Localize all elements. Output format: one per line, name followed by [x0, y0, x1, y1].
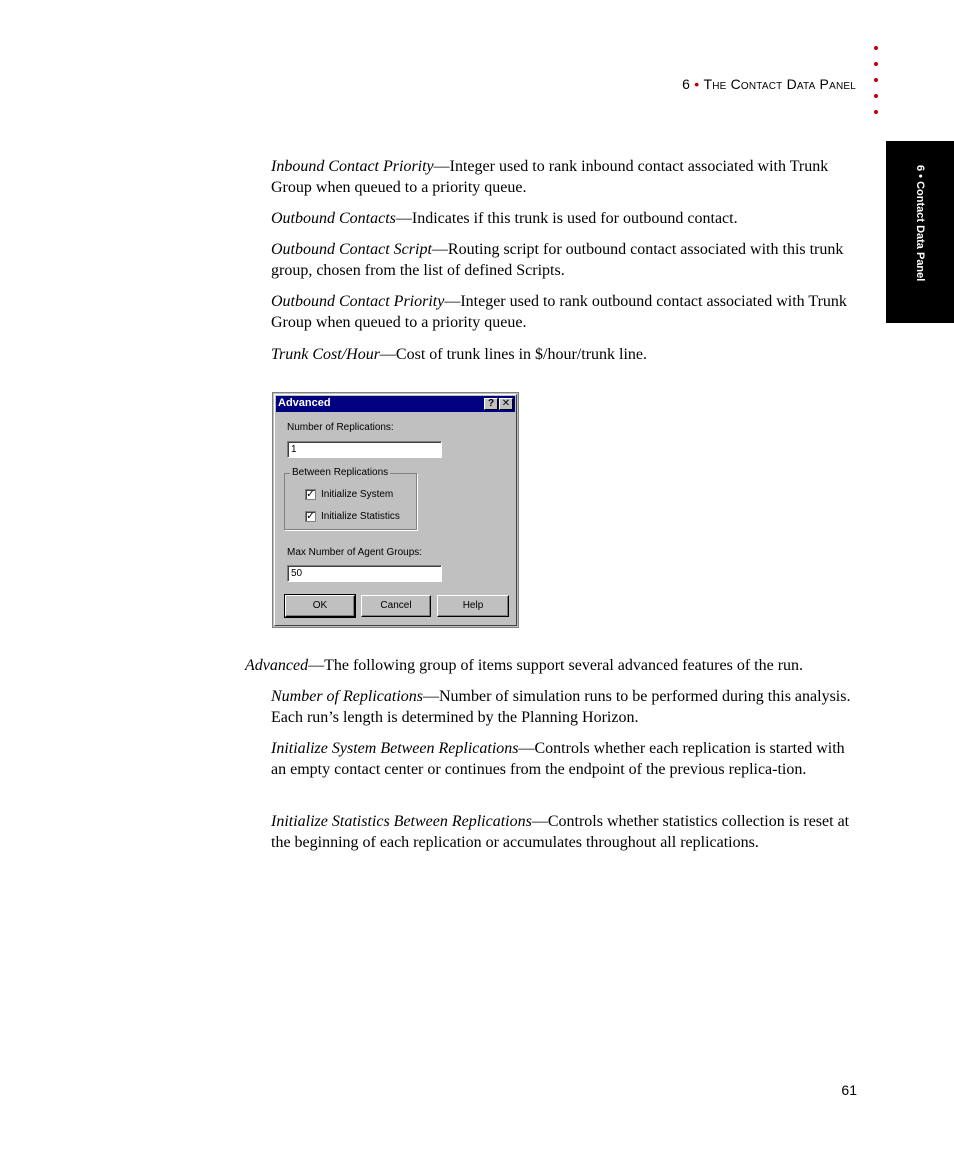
running-header — [682, 76, 856, 92]
definition: —The following group of items support several advanced features of the run. — [308, 657, 804, 674]
decorative-dots — [872, 46, 882, 126]
term: Number of Replications — [271, 688, 423, 705]
term: Initialize Statistics Between Replications — [271, 813, 532, 830]
term: Trunk Cost/Hour — [271, 346, 380, 363]
close-icon[interactable]: ✕ — [499, 398, 513, 410]
definition: —Indicates if this trunk is used for outbound contact. — [395, 210, 738, 227]
definition: —Integer used to rank outbound contact associated with Trunk Group when queued to a priority queue. — [271, 293, 847, 331]
term: Outbound Contacts — [271, 210, 396, 227]
chapter-tab-text: 6 • Contact Data Panel — [914, 165, 926, 282]
help-button[interactable]: Help — [437, 595, 509, 617]
init-system-label: Initialize System — [321, 489, 394, 500]
term: Outbound Contact Script — [271, 241, 432, 258]
dialog-titlebar[interactable] — [276, 396, 515, 412]
group-label: Between Replications — [292, 467, 389, 478]
header-bullet: • — [694, 76, 700, 92]
help-icon[interactable]: ? — [484, 398, 498, 410]
chapter-tab — [886, 141, 954, 323]
between-replications-group — [284, 467, 417, 530]
term: Initialize System Between Replications — [271, 740, 519, 757]
advanced-dialog — [272, 392, 519, 628]
init-stats-checkbox[interactable]: ✓ — [306, 511, 315, 522]
definition: —Cost of trunk lines in $/hour/trunk line. — [379, 346, 648, 363]
chapter-title: The Contact Data Panel — [703, 76, 856, 92]
cancel-button[interactable]: Cancel — [361, 595, 431, 617]
page-number: 61 — [841, 1082, 857, 1098]
dialog-title: Advanced — [278, 397, 331, 409]
ok-button[interactable]: OK — [285, 595, 355, 617]
replications-label: Number of Replications: — [287, 422, 394, 433]
paragraph-outbound-contact-script — [271, 240, 861, 281]
paragraph-outbound-contacts — [271, 209, 861, 230]
replications-input[interactable]: 1 — [287, 441, 442, 458]
max-agent-groups-input[interactable]: 50 — [287, 565, 442, 582]
term: Inbound Contact Priority — [271, 158, 434, 175]
paragraph-advanced — [245, 656, 865, 677]
definition: —Integer used to rank inbound contact associated with Trunk Group when queued to a priority queue. — [271, 158, 829, 196]
init-stats-label: Initialize Statistics — [321, 511, 400, 522]
term: Advanced — [245, 657, 309, 674]
definition: —Controls whether each replication is started with an empty contact center or continues from the endpoint of the previous replica-tion. — [271, 740, 845, 778]
paragraph-number-of-replications — [271, 687, 861, 728]
term: Outbound Contact Priority — [271, 293, 445, 310]
paragraph-trunk-cost-hour — [271, 345, 861, 366]
chapter-number: 6 — [682, 76, 691, 92]
definition: —Number of simulation runs to be performed during this analysis. Each run’s length is determined by the Planning Horizon. — [271, 688, 851, 726]
init-system-checkbox[interactable]: ✓ — [306, 489, 315, 500]
paragraph-initialize-system — [271, 739, 861, 780]
max-agent-groups-label: Max Number of Agent Groups: — [287, 547, 423, 558]
paragraph-initialize-statistics — [271, 812, 861, 853]
definition: —Controls whether statistics collection is reset at the beginning of each replication or accumulates throughout all replications. — [271, 813, 850, 851]
definition: —Routing script for outbound contact associated with this trunk group, chosen from the list of defined Scripts. — [271, 241, 844, 279]
paragraph-outbound-contact-priority — [271, 292, 861, 333]
paragraph-inbound-contact-priority — [271, 157, 861, 198]
